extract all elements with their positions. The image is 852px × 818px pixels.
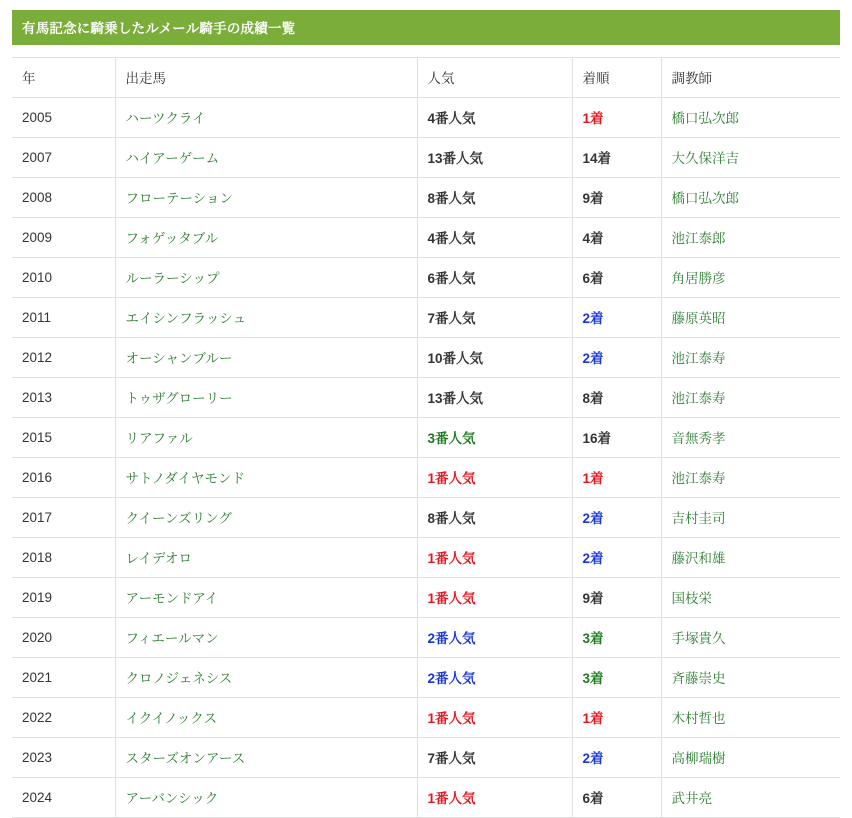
cell-horse [115, 298, 417, 338]
cell-finish [572, 178, 661, 218]
cell-popularity [417, 178, 572, 218]
column-header-year: 年 [12, 58, 115, 98]
cell-horse [115, 658, 417, 698]
trainer-link[interactable]: 斉藤崇史 [671, 671, 726, 686]
table-row [12, 458, 840, 498]
cell-horse [115, 418, 417, 458]
horse-link[interactable]: スターズオンアース [125, 751, 246, 766]
popularity-value: 4番人気 [427, 231, 476, 246]
cell-trainer [661, 258, 840, 298]
cell-popularity [417, 778, 572, 818]
cell-finish [572, 258, 661, 298]
cell-trainer [661, 378, 840, 418]
cell-year: 2008 [12, 178, 115, 218]
trainer-link[interactable]: 角居勝彦 [671, 271, 726, 286]
trainer-link[interactable]: 音無秀孝 [671, 431, 726, 446]
table-row [12, 98, 840, 138]
column-header-popularity: 人気 [417, 58, 572, 98]
trainer-link[interactable]: 国枝栄 [671, 591, 712, 606]
horse-link[interactable]: オーシャンブルー [125, 351, 233, 366]
cell-finish [572, 378, 661, 418]
cell-year: 2022 [12, 698, 115, 738]
cell-year: 2010 [12, 258, 115, 298]
cell-year: 2020 [12, 618, 115, 658]
cell-trainer [661, 778, 840, 818]
trainer-link[interactable]: 池江泰寿 [671, 471, 726, 486]
finish-value: 2着 [582, 351, 604, 366]
cell-popularity [417, 418, 572, 458]
popularity-value: 1番人気 [427, 791, 476, 806]
cell-finish [572, 538, 661, 578]
horse-link[interactable]: フォゲッタブル [125, 231, 219, 246]
table-row [12, 698, 840, 738]
cell-trainer [661, 458, 840, 498]
cell-finish [572, 498, 661, 538]
popularity-value: 1番人気 [427, 551, 476, 566]
horse-link[interactable]: フローテーション [125, 191, 233, 206]
cell-finish [572, 698, 661, 738]
finish-value: 9着 [582, 591, 604, 606]
cell-popularity [417, 538, 572, 578]
cell-horse [115, 498, 417, 538]
horse-link[interactable]: ハーツクライ [125, 111, 206, 126]
cell-popularity [417, 658, 572, 698]
table-row [12, 738, 840, 778]
cell-finish [572, 298, 661, 338]
jockey-results-table [12, 57, 840, 818]
popularity-value: 1番人気 [427, 711, 476, 726]
cell-trainer [661, 698, 840, 738]
cell-year: 2017 [12, 498, 115, 538]
table-row [12, 618, 840, 658]
finish-value: 6着 [582, 791, 604, 806]
finish-value: 1着 [582, 111, 604, 126]
cell-horse [115, 258, 417, 298]
cell-year: 2012 [12, 338, 115, 378]
finish-value: 2着 [582, 551, 604, 566]
cell-horse [115, 578, 417, 618]
trainer-link[interactable]: 大久保洋吉 [671, 151, 739, 166]
horse-link[interactable]: レイデオロ [125, 551, 193, 566]
popularity-value: 10番人気 [427, 351, 484, 366]
cell-popularity [417, 458, 572, 498]
cell-year: 2007 [12, 138, 115, 178]
cell-horse [115, 378, 417, 418]
trainer-link[interactable]: 池江泰寿 [671, 351, 726, 366]
cell-horse [115, 538, 417, 578]
trainer-link[interactable]: 橋口弘次郎 [671, 111, 739, 126]
cell-finish [572, 458, 661, 498]
cell-horse [115, 218, 417, 258]
cell-popularity [417, 138, 572, 178]
cell-finish [572, 218, 661, 258]
horse-link[interactable]: フィエールマン [125, 631, 219, 646]
horse-link[interactable]: ハイアーゲーム [125, 151, 220, 166]
popularity-value: 1番人気 [427, 591, 476, 606]
cell-horse [115, 138, 417, 178]
trainer-link[interactable]: 池江泰郎 [671, 231, 726, 246]
table-row [12, 298, 840, 338]
cell-finish [572, 418, 661, 458]
table-title: 有馬記念に騎乗したルメール騎手の成績一覧 [12, 10, 840, 45]
popularity-value: 7番人気 [427, 751, 476, 766]
cell-trainer [661, 538, 840, 578]
finish-value: 1着 [582, 471, 604, 486]
finish-value: 3着 [582, 671, 604, 686]
cell-popularity [417, 578, 572, 618]
cell-popularity [417, 738, 572, 778]
cell-popularity [417, 378, 572, 418]
cell-trainer [661, 658, 840, 698]
cell-trainer [661, 498, 840, 538]
table-row [12, 338, 840, 378]
cell-horse [115, 338, 417, 378]
trainer-link[interactable]: 高柳瑞樹 [671, 751, 726, 766]
popularity-value: 7番人気 [427, 311, 476, 326]
cell-horse [115, 98, 417, 138]
cell-year: 2016 [12, 458, 115, 498]
popularity-value: 1番人気 [427, 471, 476, 486]
cell-finish [572, 738, 661, 778]
horse-link[interactable]: アーバンシック [125, 791, 219, 806]
cell-year: 2024 [12, 778, 115, 818]
cell-year: 2023 [12, 738, 115, 778]
cell-horse [115, 458, 417, 498]
cell-popularity [417, 698, 572, 738]
trainer-link[interactable]: 手塚貴久 [671, 631, 726, 646]
table-row [12, 378, 840, 418]
horse-link[interactable]: アーモンドアイ [125, 591, 218, 606]
horse-link[interactable]: トゥザグローリー [125, 391, 233, 406]
table-header [12, 58, 840, 98]
cell-horse [115, 178, 417, 218]
cell-horse [115, 698, 417, 738]
cell-finish [572, 778, 661, 818]
table-row [12, 138, 840, 178]
cell-finish [572, 338, 661, 378]
horse-link[interactable]: ルーラーシップ [125, 271, 220, 286]
popularity-value: 13番人気 [427, 391, 484, 406]
finish-value: 3着 [582, 631, 604, 646]
finish-value: 6着 [582, 271, 604, 286]
cell-trainer [661, 578, 840, 618]
cell-year: 2019 [12, 578, 115, 618]
cell-trainer [661, 138, 840, 178]
horse-link[interactable]: イクイノックス [125, 711, 218, 726]
cell-popularity [417, 618, 572, 658]
table-row [12, 538, 840, 578]
popularity-value: 2番人気 [427, 631, 476, 646]
finish-value: 16着 [582, 431, 612, 446]
table-row [12, 778, 840, 818]
popularity-value: 13番人気 [427, 151, 484, 166]
table-row [12, 178, 840, 218]
cell-popularity [417, 98, 572, 138]
cell-trainer [661, 738, 840, 778]
trainer-link[interactable]: 橋口弘次郎 [671, 191, 739, 206]
cell-trainer [661, 618, 840, 658]
trainer-link[interactable]: 吉村圭司 [671, 511, 726, 526]
cell-trainer [661, 178, 840, 218]
cell-year: 2018 [12, 538, 115, 578]
cell-horse [115, 778, 417, 818]
finish-value: 2着 [582, 511, 604, 526]
popularity-value: 3番人気 [427, 431, 476, 446]
cell-horse [115, 738, 417, 778]
trainer-link[interactable]: 藤原英昭 [671, 311, 726, 326]
table-row [12, 578, 840, 618]
trainer-link[interactable]: 藤沢和雄 [671, 551, 726, 566]
cell-popularity [417, 498, 572, 538]
cell-year: 2009 [12, 218, 115, 258]
popularity-value: 8番人気 [427, 511, 476, 526]
finish-value: 9着 [582, 191, 604, 206]
horse-link[interactable]: クロノジェネシス [125, 671, 233, 686]
cell-trainer [661, 218, 840, 258]
cell-year: 2013 [12, 378, 115, 418]
cell-finish [572, 618, 661, 658]
popularity-value: 8番人気 [427, 191, 476, 206]
table-row [12, 418, 840, 458]
horse-link[interactable]: エイシンフラッシュ [125, 311, 247, 326]
horse-link[interactable]: リアファル [125, 431, 193, 446]
cell-trainer [661, 418, 840, 458]
popularity-value: 2番人気 [427, 671, 476, 686]
finish-value: 2着 [582, 311, 604, 326]
popularity-value: 6番人気 [427, 271, 476, 286]
cell-year: 2015 [12, 418, 115, 458]
horse-link[interactable]: クイーンズリング [125, 511, 232, 526]
finish-value: 8着 [582, 391, 604, 406]
cell-year: 2021 [12, 658, 115, 698]
finish-value: 1着 [582, 711, 604, 726]
trainer-link[interactable]: 木村哲也 [671, 711, 726, 726]
cell-popularity [417, 218, 572, 258]
table-body [12, 98, 840, 818]
cell-popularity [417, 298, 572, 338]
cell-trainer [661, 98, 840, 138]
cell-year: 2005 [12, 98, 115, 138]
cell-finish [572, 138, 661, 178]
cell-horse [115, 618, 417, 658]
column-header-horse: 出走馬 [115, 58, 417, 98]
cell-popularity [417, 338, 572, 378]
table-row [12, 498, 840, 538]
table-header-row [12, 58, 840, 98]
popularity-value: 4番人気 [427, 111, 476, 126]
horse-link[interactable]: サトノダイヤモンド [125, 471, 245, 486]
cell-trainer [661, 298, 840, 338]
finish-value: 4着 [582, 231, 604, 246]
column-header-finish: 着順 [572, 58, 661, 98]
trainer-link[interactable]: 武井亮 [671, 791, 712, 806]
finish-value: 2着 [582, 751, 604, 766]
table-row [12, 218, 840, 258]
table-row [12, 658, 840, 698]
cell-finish [572, 98, 661, 138]
table-row [12, 258, 840, 298]
cell-popularity [417, 258, 572, 298]
cell-finish [572, 658, 661, 698]
cell-trainer [661, 338, 840, 378]
column-header-trainer: 調教師 [661, 58, 840, 98]
cell-finish [572, 578, 661, 618]
cell-year: 2011 [12, 298, 115, 338]
finish-value: 14着 [582, 151, 612, 166]
trainer-link[interactable]: 池江泰寿 [671, 391, 726, 406]
